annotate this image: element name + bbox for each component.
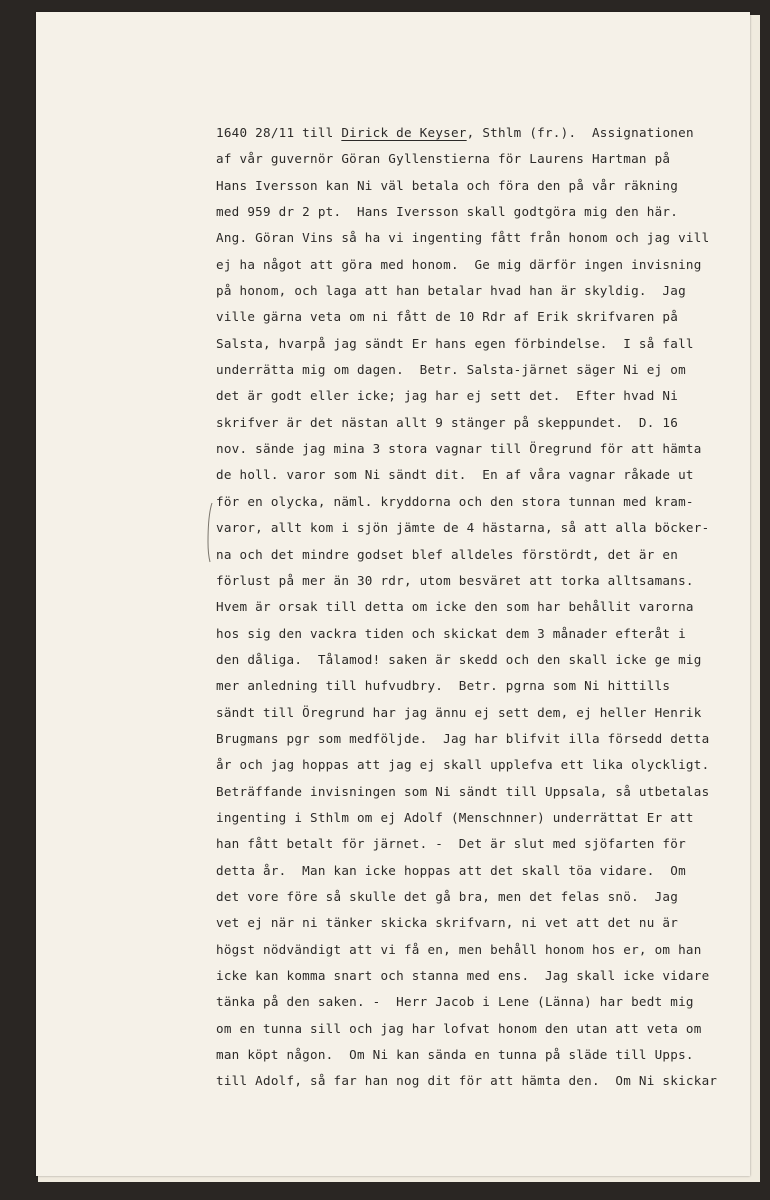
text-line [216,278,736,304]
text-line [216,225,736,251]
text-line [216,120,736,146]
text-line [216,647,736,673]
text-line [216,858,736,884]
text-segment: till Adolf, så far han nog dit för att hämta den. Om Ni skickar [216,1073,718,1089]
text-segment: af vår guvernör Göran Gyllenstierna för Laurens Hartman på [216,151,671,167]
text-line [216,462,736,488]
text-segment: för en olycka, näml. kryddorna och den stora tunnan med kram- [216,493,694,509]
text-line [216,594,736,620]
text-segment: tänka på den saken. - Herr Jacob i Lene (Länna) har bedt mig [216,994,694,1010]
text-segment: Brugmans pgr som medföljde. Jag har blifvit illa försedd detta [216,730,710,746]
text-line [216,884,736,910]
text-line [216,805,736,831]
text-line [216,937,736,963]
text-segment: skrifver är det nästan allt 9 stänger på skeppundet. D. 16 [216,414,679,430]
text-segment: med 959 dr 2 pt. Hans Iversson skall godtgöra mig den här. [216,204,679,220]
text-segment: förlust på mer än 30 rdr, utom besväret att torka alltsamans. [216,572,694,588]
text-segment: , Sthlm (fr.). Assignationen [466,125,694,140]
text-line [216,568,736,594]
text-line [216,621,736,647]
text-segment: det vore före så skulle det gå bra, men det felas snö. Jag [216,888,679,904]
text-segment: icke kan komma snart och stanna med ens. Jag skall icke vidare [216,968,710,983]
text-segment: mer anledning till hufvudbry. Betr. pgrna som Ni hittills [216,678,671,694]
text-segment: år och jag hoppas att jag ej skall upplefva ett lika olyckligt. [216,757,710,773]
text-line [216,252,736,278]
text-segment: den dåliga. Tålamod! saken är skedd och den skall icke ge mig [216,651,702,667]
text-segment: detta år. Man kan icke hoppas att det skall töa vidare. Om [216,862,686,878]
text-segment: underrätta mig om dagen. Betr. Salsta-järnet säger Ni ej om [216,362,686,378]
text-segment: na och det mindre godset blef alldeles förstördt, det är en [216,546,679,562]
text-line [216,779,736,805]
text-line [216,357,736,383]
text-segment: Beträffande invisningen som Ni sändt till Uppsala, så utbetalas [216,783,710,799]
text-segment: hos sig den vackra tiden och skickat dem 3 månader efteråt i [216,625,686,641]
text-segment: nov. sände jag mina 3 stora vagnar till Öregrund för att hämta [216,441,702,457]
text-segment: Salsta, hvarpå jag sändt Er hans egen förbindelse. I så fall [216,335,694,351]
margin-pencil-mark [206,502,214,564]
text-line [216,989,736,1015]
text-line [216,752,736,778]
text-segment: om en tunna sill och jag har lofvat honom den utan att veta om [216,1020,702,1036]
text-segment: han fått betalt för järnet. - Det är slut med sjöfarten för [216,836,686,852]
letter-body [216,120,736,1095]
text-line [216,383,736,409]
text-line [216,304,736,330]
text-line [216,410,736,436]
text-line [216,1068,736,1094]
text-segment: 1640 28/11 till [216,125,342,140]
text-line [216,1016,736,1042]
text-line [216,910,736,936]
text-line [216,331,736,357]
text-line [216,963,736,989]
text-line [216,542,736,568]
text-line [216,436,736,462]
text-segment: Hvem är orsak till detta om icke den som har behållit varorna [216,599,694,615]
text-line [216,1042,736,1068]
text-segment: Hans Iversson kan Ni väl betala och föra den på vår räkning [216,177,679,193]
text-segment: man köpt någon. Om Ni kan sända en tunna på släde till Upps. [216,1047,694,1063]
text-line [216,726,736,752]
text-segment: Ang. Göran Vins så ha vi ingenting fått från honom och jag vill [216,230,710,246]
text-segment: det är godt eller icke; jag har ej sett det. Efter hvad Ni [216,388,679,404]
text-segment: ej ha något att göra med honom. Ge mig därför ingen invisning [216,256,702,272]
text-segment: varor, allt kom i sjön jämte de 4 hästarna, så att alla böcker- [216,520,710,536]
text-line [216,146,736,172]
text-line [216,700,736,726]
text-segment: på honom, och laga att han betalar hvad han är skyldig. Jag [216,283,686,299]
text-line [216,489,736,515]
text-line [216,199,736,225]
text-segment: sändt till Öregrund har jag ännu ej sett dem, ej heller Henrik [216,704,702,720]
text-segment: ingenting i Sthlm om ej Adolf (Menschnner) underrättat Er att [216,809,694,825]
recipient-name: Dirick de Keyser [341,125,467,140]
text-line [216,173,736,199]
text-segment: vet ej när ni tänker skicka skrifvarn, ni vet att det nu är [216,915,679,931]
text-line [216,515,736,541]
text-segment: ville gärna veta om ni fått de 10 Rdr af Erik skrifvaren på [216,309,679,325]
text-segment: de holl. varor som Ni sändt dit. En af våra vagnar råkade ut [216,467,694,483]
text-line [216,831,736,857]
text-segment: högst nödvändigt att vi få en, men behåll honom hos er, om han [216,941,702,957]
text-line [216,673,736,699]
